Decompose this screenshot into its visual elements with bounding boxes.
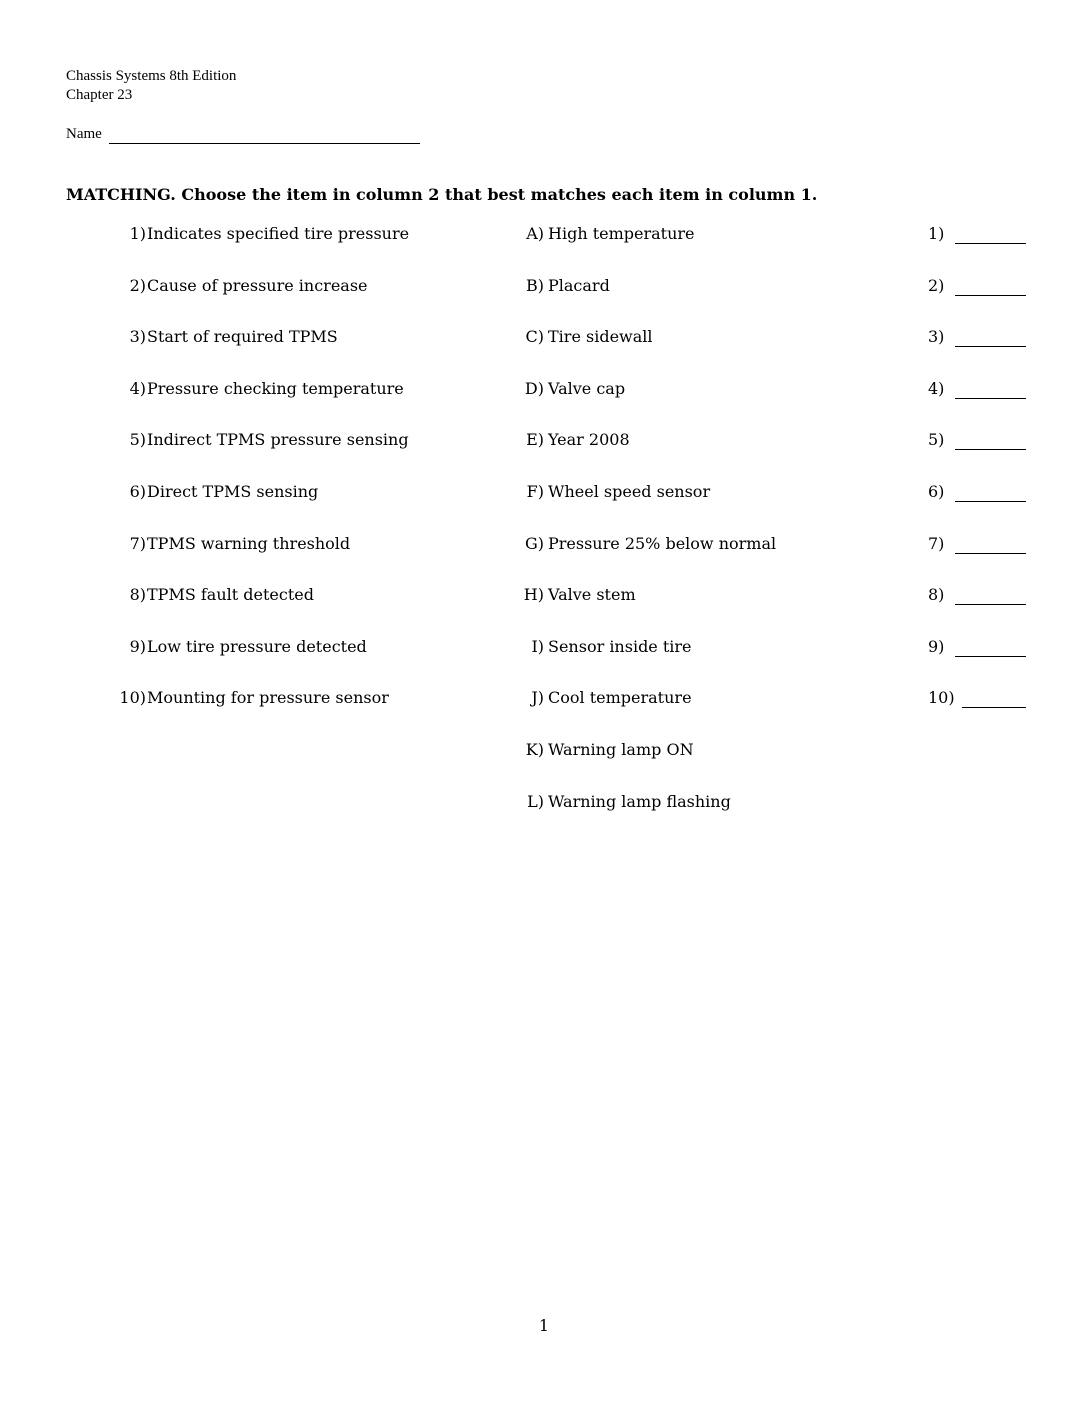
answer-number: 9) (928, 637, 945, 656)
question-number: 1) (129, 224, 146, 243)
answer-blank[interactable] (955, 501, 1026, 502)
question-item (116, 327, 338, 346)
question-text: Pressure checking temperature (147, 379, 404, 398)
option-letter: H) (523, 585, 544, 604)
question-item (116, 585, 314, 604)
option-text: Cool temperature (548, 688, 692, 707)
option-letter: I) (531, 637, 544, 656)
answer-number: 7) (928, 534, 945, 553)
answer-blank[interactable] (955, 449, 1026, 450)
option-text: Warning lamp flashing (548, 792, 731, 811)
answer-blank[interactable] (955, 243, 1026, 244)
option-item (518, 688, 692, 707)
question-text: TPMS warning threshold (147, 534, 351, 553)
question-item (116, 379, 404, 398)
answer-number: 1) (928, 224, 945, 243)
option-text: Valve stem (548, 585, 636, 604)
question-number: 8) (129, 585, 146, 604)
question-text: Cause of pressure increase (147, 276, 368, 295)
option-text: High temperature (548, 224, 695, 243)
answer-number: 8) (928, 585, 945, 604)
answer-number: 10) (928, 688, 955, 707)
question-item (116, 224, 409, 243)
question-text: Mounting for pressure sensor (147, 688, 389, 707)
option-item (518, 224, 695, 243)
name-field[interactable] (109, 143, 420, 144)
answer-number: 4) (928, 379, 945, 398)
option-text: Placard (548, 276, 610, 295)
question-text: Indirect TPMS pressure sensing (147, 430, 409, 449)
option-letter: B) (526, 276, 544, 295)
answer-blank[interactable] (955, 346, 1026, 347)
question-item (116, 482, 318, 501)
answer-number: 2) (928, 276, 945, 295)
question-text: Low tire pressure detected (147, 637, 367, 656)
option-item (518, 637, 692, 656)
option-item (518, 379, 625, 398)
option-item (518, 740, 694, 759)
question-number: 2) (129, 276, 146, 295)
option-item (518, 482, 710, 501)
answer-blank[interactable] (955, 656, 1026, 657)
answer-blank[interactable] (955, 604, 1026, 605)
option-item (518, 585, 636, 604)
answer-number: 3) (928, 327, 945, 346)
option-letter: C) (525, 327, 544, 346)
answer-blank[interactable] (955, 295, 1026, 296)
option-item (518, 792, 731, 811)
option-text: Tire sidewall (548, 327, 653, 346)
option-letter: G) (524, 534, 544, 553)
chapter-title: Chapter 23 (66, 87, 133, 103)
question-item (116, 276, 368, 295)
question-number: 3) (129, 327, 146, 346)
option-text: Year 2008 (548, 430, 630, 449)
name-label: Name (66, 126, 102, 142)
option-letter: J) (531, 688, 544, 707)
answer-blank[interactable] (955, 398, 1026, 399)
book-title: Chassis Systems 8th Edition (66, 68, 237, 84)
question-text: Direct TPMS sensing (147, 482, 319, 501)
option-letter: F) (526, 482, 544, 501)
option-letter: E) (526, 430, 544, 449)
question-item (116, 430, 409, 449)
option-letter: K) (525, 740, 544, 759)
answer-number: 6) (928, 482, 945, 501)
question-item (116, 688, 389, 707)
question-number: 6) (129, 482, 146, 501)
option-item (518, 276, 610, 295)
option-item (518, 430, 630, 449)
instructions: MATCHING. Choose the item in column 2 that best matches each item in column 1. (66, 185, 818, 204)
option-text: Wheel speed sensor (548, 482, 711, 501)
option-text: Pressure 25% below normal (548, 534, 777, 553)
question-number: 10) (119, 688, 146, 707)
option-item (518, 327, 653, 346)
question-number: 4) (129, 379, 146, 398)
question-number: 7) (129, 534, 146, 553)
answer-number: 5) (928, 430, 945, 449)
option-item (518, 534, 776, 553)
question-text: Indicates specified tire pressure (147, 224, 410, 243)
answer-blank[interactable] (962, 707, 1026, 708)
question-item (116, 534, 350, 553)
page-number: 1 (538, 1316, 550, 1335)
option-text: Sensor inside tire (548, 637, 692, 656)
question-number: 5) (129, 430, 146, 449)
question-number: 9) (129, 637, 146, 656)
option-text: Warning lamp ON (548, 740, 694, 759)
option-letter: D) (524, 379, 544, 398)
question-item (116, 637, 367, 656)
option-letter: A) (526, 224, 544, 243)
option-letter: L) (527, 792, 544, 811)
question-text: TPMS fault detected (147, 585, 314, 604)
option-text: Valve cap (548, 379, 626, 398)
question-text: Start of required TPMS (147, 327, 338, 346)
answer-blank[interactable] (955, 553, 1026, 554)
